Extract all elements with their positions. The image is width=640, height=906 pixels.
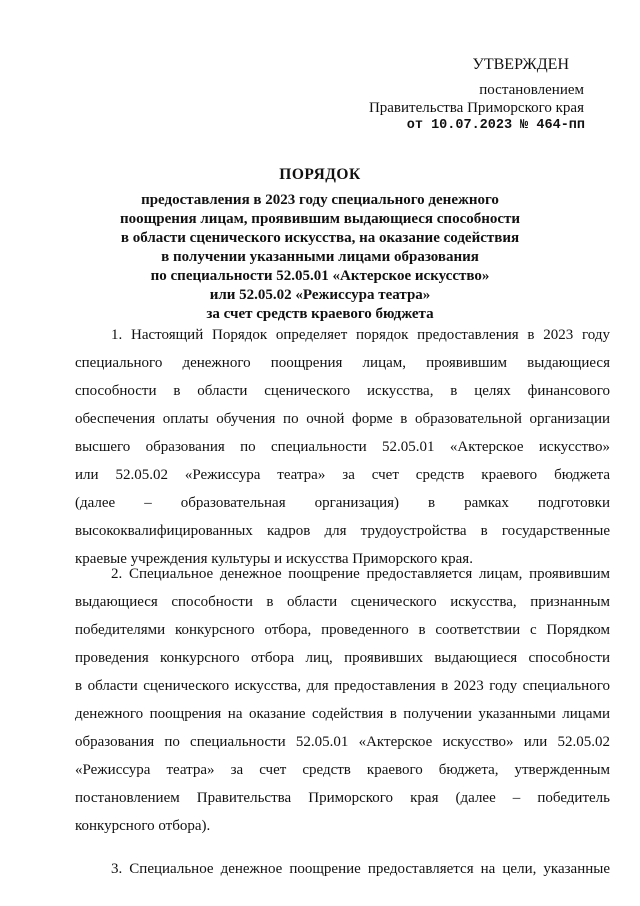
paragraph-line: специального денежного поощрения лицам, проявившим выдающиеся: [75, 355, 610, 371]
paragraph-line: денежного поощрения на оказание содействия в получении указанными лицами: [75, 706, 610, 722]
paragraph-line: 1. Настоящий Порядок определяет порядок предоставления в 2023 году: [111, 327, 610, 343]
subtitle-line: за счет средств краевого бюджета: [206, 306, 434, 322]
subtitle-line: поощрения лицам, проявившим выдающиеся способности: [119, 211, 521, 227]
approving-authority: Правительства Приморского края: [368, 100, 584, 116]
paragraph-line: высшего образования по специальности 52.05.01 «Актерское искусство»: [75, 439, 610, 455]
subtitle-line: или 52.05.02 «Режиссура театра»: [209, 287, 431, 303]
subtitle-line: предоставления в 2023 году специального денежного: [141, 192, 499, 208]
subtitle-line: в области сценического искусства, на оказание содействия: [120, 230, 520, 246]
paragraph-line: краевые учреждения культуры и искусства Приморского края.: [75, 551, 473, 567]
approved-by: постановлением: [479, 82, 584, 98]
approved-label: УТВЕРЖДЕН: [472, 56, 569, 73]
document-title: ПОРЯДОК: [279, 166, 361, 183]
document-subtitle: [100, 191, 540, 324]
paragraph-line: образования по специальности 52.05.01 «Актерское искусство» или 52.05.02: [75, 734, 610, 750]
paragraph-line: «Режиссура театра» за счет средств краевого бюджета, утвержденным: [75, 762, 610, 778]
paragraph-line: проведения конкурсного отбора лиц, проявивших выдающиеся способности: [75, 650, 610, 666]
subtitle-line: по специальности 52.05.01 «Актерское искусство»: [150, 268, 490, 284]
resolution-reference: от 10.07.2023 № 464-пп: [406, 118, 585, 133]
paragraph-line: 3. Специальное денежное поощрение предоставляется на цели, указанные: [111, 861, 610, 877]
paragraph-line: или 52.05.02 «Режиссура театра» за счет средств краевого бюджета: [75, 467, 610, 483]
paragraph-line: высококвалифицированных кадров для трудоустройства в государственные: [75, 523, 610, 539]
paragraph-line: постановлением Правительства Приморского края (далее – победитель: [75, 790, 610, 806]
paragraph-line: в области сценического искусства, для предоставления в 2023 году специального: [75, 678, 610, 694]
subtitle-line: в получении указанными лицами образования: [161, 249, 479, 265]
paragraph-line: победителями конкурсного отбора, проведенного в соответствии с Порядком: [75, 622, 610, 638]
paragraph-line: выдающиеся способности в области сценического искусства, признанным: [75, 594, 610, 610]
paragraph-line: обеспечения оплаты обучения по очной форме в образовательной организации: [75, 411, 610, 427]
paragraph-line: 2. Специальное денежное поощрение предоставляется лицам, проявившим: [111, 566, 610, 582]
paragraph-line: (далее – образовательная организация) в рамках подготовки: [75, 495, 610, 511]
paragraph-line: конкурсного отбора).: [75, 818, 211, 834]
paragraph-line: способности в области сценического искусства, в целях финансового: [75, 383, 610, 399]
